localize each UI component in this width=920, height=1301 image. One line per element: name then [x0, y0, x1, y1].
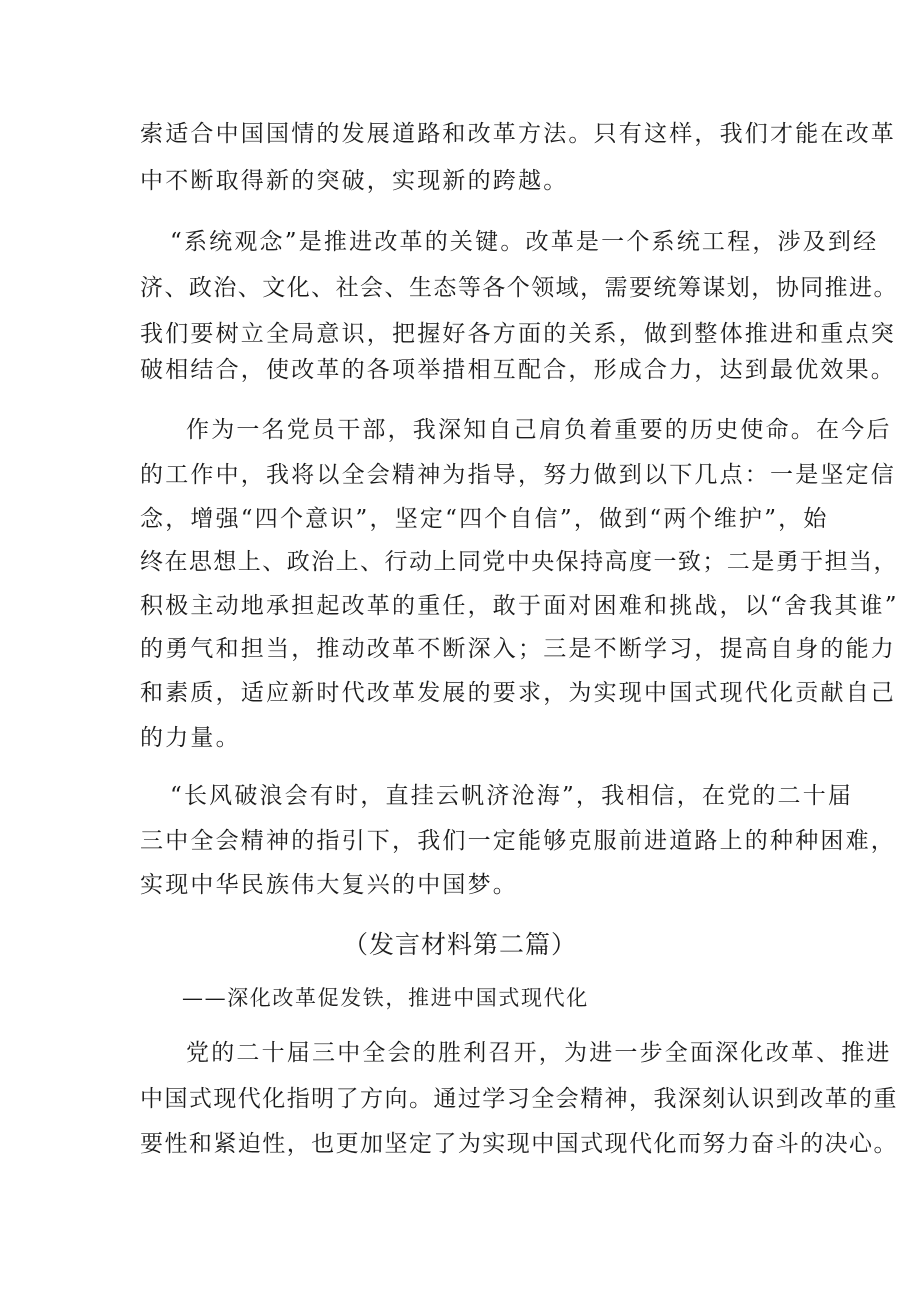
paragraph-4-line-3: 实现中华民族伟大复兴的中国梦。	[140, 872, 518, 898]
paragraph-2-line-1: “系统观念”是推进改革的关键。改革是一个系统工程，涉及到经	[170, 229, 879, 255]
closing-paragraph-line-3: 要性和紧迫性，也更加坚定了为实现中国式现代化而努力奋斗的决心。	[140, 1131, 898, 1157]
paragraph-3-line-5: 积极主动地承担起改革的重任，敢于面对困难和挑战，以“舍我其谁”	[140, 593, 899, 619]
paragraph-3-line-2: 的工作中，我将以全会精神为指导，努力做到以下几点：一是坚定信	[140, 462, 896, 488]
paragraph-3-line-4: 终在思想上、政治上、行动上同党中央保持高度一致；二是勇于担当，	[140, 549, 898, 575]
paragraph-2-line-4: 破相结合，使改革的各项举措相互配合，形成合力，达到最优效果。	[140, 357, 896, 383]
closing-paragraph-line-2: 中国式现代化指明了方向。通过学习全会精神，我深刻认识到改革的重	[140, 1086, 898, 1112]
paragraph-1-line-2: 中不断取得新的突破，实现新的跨越。	[140, 168, 569, 194]
paragraph-1-line-1: 索适合中国国情的发展道路和改革方法。只有这样，我们才能在改革	[140, 121, 896, 147]
section-heading: （发言材料第二篇）	[342, 930, 577, 959]
closing-paragraph-line-1: 党的二十届三中全会的胜利召开，为进一步全面深化改革、推进	[186, 1040, 892, 1066]
paragraph-3-line-8: 的力量。	[140, 725, 241, 751]
paragraph-3-line-6: 的勇气和担当，推动改革不断深入；三是不断学习，提高自身的能力	[140, 636, 896, 662]
paragraph-4-line-1: “长风破浪会有时，直挂云帆济沧海”，我相信，在党的二十届	[170, 783, 854, 809]
paragraph-3-line-3: 念，增强“四个意识”，坚定“四个自信”，做到“两个维护”，始	[140, 506, 829, 532]
paragraph-3-line-1: 作为一名党员干部，我深知自己肩负着重要的历史使命。在今后	[186, 417, 892, 443]
section-subtitle: ——深化改革促发铁，推进中国式现代化	[182, 986, 589, 1010]
paragraph-3-line-7: 和素质，适应新时代改革发展的要求，为实现中国式现代化贡献自己	[140, 680, 896, 706]
paragraph-2-line-2: 济、政治、文化、社会、生态等各个领域，需要统筹谋划，协同推进。	[140, 275, 898, 301]
paragraph-2-line-3: 我们要树立全局意识，把握好各方面的关系，做到整体推进和重点突	[140, 321, 896, 347]
paragraph-4-line-2: 三中全会精神的指引下，我们一定能够克服前进道路上的种种困难，	[140, 828, 896, 854]
